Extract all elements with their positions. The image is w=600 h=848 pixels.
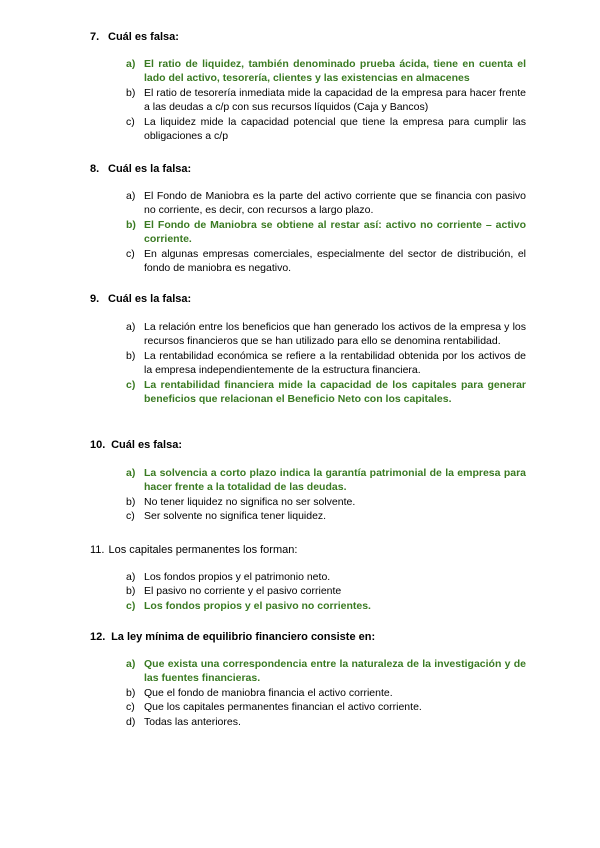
- question-title: Los capitales permanentes los forman:: [108, 544, 298, 556]
- question-number: 10.: [90, 439, 106, 451]
- question-10-heading: [90, 438, 182, 452]
- option-letter: b): [126, 686, 136, 699]
- option-text: Ser solvente no significa tener liquidez.: [144, 510, 327, 523]
- option-letter: a): [126, 467, 136, 479]
- question-number: 9.: [90, 293, 100, 305]
- option-text: El ratio de liquidez, también denominado prueba ácida, tiene en cuenta el lado del activo, tesorería, clientes y las existencias en almacenes: [144, 58, 526, 85]
- option-letter: a): [126, 571, 136, 583]
- question-10-options: [126, 466, 526, 524]
- question-number: 12.: [90, 631, 106, 643]
- option-text: La rentabilidad económica se refiere a la rentabilidad obtenida por los activos de la empresa independientemente de la estructura financiera.: [144, 349, 526, 377]
- option-item: [126, 570, 526, 584]
- option-text: Todas las anteriores.: [144, 715, 241, 728]
- option-text: La solvencia a corto plazo indica la garantía patrimonial de la empresa para hacer frente a la totalidad de las deudas.: [144, 467, 526, 494]
- question-title: Cuál es falsa:: [111, 439, 182, 451]
- question-11-options: [126, 570, 526, 613]
- option-letter: b): [126, 495, 136, 508]
- question-title: Cuál es falsa:: [108, 31, 179, 43]
- question-title: Cuál es la falsa:: [108, 163, 192, 175]
- question-12-heading: [90, 630, 375, 644]
- option-item: [126, 686, 526, 700]
- option-item: [126, 57, 526, 86]
- question-9-options: [126, 320, 526, 406]
- option-letter: b): [126, 349, 136, 362]
- option-text: Que exista una correspondencia entre la naturaleza de la investigación y de las fuentes financieras.: [144, 658, 526, 685]
- option-letter: c): [126, 247, 135, 260]
- question-number: 11.: [90, 544, 105, 556]
- option-text: La liquidez mide la capacidad potencial que tiene la empresa para cumplir las obligaciones a c/p: [144, 115, 526, 143]
- option-item: [126, 700, 526, 714]
- question-9-heading: [90, 292, 191, 306]
- option-text: Que el fondo de maniobra financia el activo corriente.: [144, 686, 393, 699]
- option-text: Los fondos propios y el patrimonio neto.: [144, 571, 331, 583]
- option-letter: b): [126, 218, 136, 231]
- question-number: 7.: [90, 31, 100, 43]
- option-letter: c): [126, 378, 136, 391]
- option-item: [126, 349, 526, 378]
- option-letter: a): [126, 190, 136, 202]
- option-text: En algunas empresas comerciales, especialmente del sector de distribución, el fondo de maniobra es negativo.: [144, 247, 526, 275]
- option-letter: b): [126, 585, 136, 598]
- question-12-options: [126, 657, 526, 729]
- option-text: No tener liquidez no significa no ser solvente.: [144, 495, 356, 508]
- option-letter: c): [126, 510, 135, 523]
- option-text: El Fondo de Maniobra es la parte del activo corriente que se financia con pasivo no corriente, es decir, con recursos a largo plazo.: [144, 190, 526, 217]
- option-item: [126, 247, 526, 276]
- question-7-options: [126, 57, 526, 143]
- option-letter: a): [126, 321, 136, 333]
- option-item: [126, 115, 526, 144]
- option-item: [126, 657, 526, 686]
- option-item: [126, 715, 526, 729]
- option-text: Que los capitales permanentes financian el activo corriente.: [144, 701, 422, 714]
- option-item: [126, 189, 526, 218]
- option-letter: d): [126, 715, 136, 728]
- question-7-heading: [90, 30, 179, 44]
- question-title: La ley mínima de equilibrio financiero consiste en:: [111, 631, 376, 643]
- question-8-options: [126, 189, 526, 275]
- option-text: El ratio de tesorería inmediata mide la capacidad de la empresa para hacer frente a las deudas a c/p con sus recursos líquidos (Caja y Bancos): [144, 86, 526, 114]
- option-item: [126, 495, 526, 509]
- option-letter: b): [126, 86, 136, 99]
- option-item: [126, 599, 526, 613]
- option-item: [126, 509, 526, 523]
- option-item: [126, 584, 526, 598]
- option-text: El Fondo de Maniobra se obtiene al restar así: activo no corriente – activo corriente.: [144, 218, 526, 246]
- question-number: 8.: [90, 163, 100, 175]
- option-letter: a): [126, 658, 136, 670]
- option-text: El pasivo no corriente y el pasivo corriente: [144, 585, 342, 598]
- option-letter: a): [126, 58, 136, 70]
- option-item: [126, 378, 526, 407]
- option-text: La relación entre los beneficios que han generado los activos de la empresa y los recursos financieros que se han utilizado para ello se denomina rentabilidad.: [144, 321, 526, 348]
- option-letter: c): [126, 115, 135, 128]
- option-letter: c): [126, 701, 135, 714]
- option-item: [126, 320, 526, 349]
- option-item: [126, 466, 526, 495]
- option-text: Los fondos propios y el pasivo no corrientes.: [144, 599, 371, 612]
- option-letter: c): [126, 599, 136, 612]
- question-11-heading: [90, 543, 297, 557]
- question-8-heading: [90, 162, 191, 176]
- option-item: [126, 218, 526, 247]
- option-item: [126, 86, 526, 115]
- question-title: Cuál es la falsa:: [108, 293, 192, 305]
- option-text: La rentabilidad financiera mide la capacidad de los capitales para generar beneficios que relacionan el Beneficio Neto con los capitales.: [144, 378, 526, 406]
